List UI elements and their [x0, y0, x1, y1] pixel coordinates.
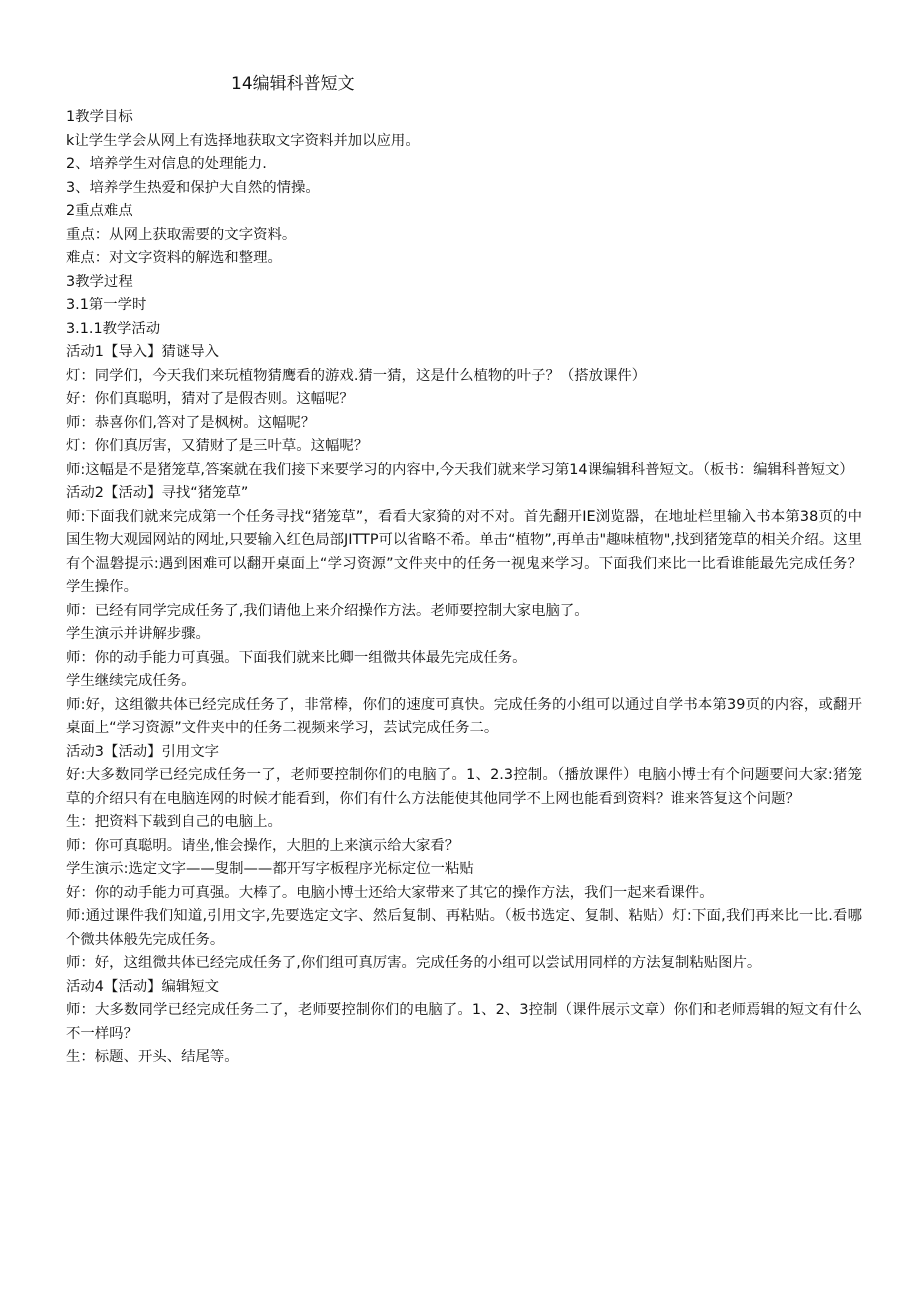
- paragraph: 师：你的动手能力可真强。下面我们就来比卿一组微共体最先完成任务。: [66, 649, 527, 666]
- activity-heading: 活动3【活动】引用文字: [66, 743, 220, 760]
- paragraph: 重点：从网上获取需要的文字资料。: [66, 226, 297, 243]
- paragraph: 师：恭喜你们,答对了是枫树。这幅呢？: [66, 414, 316, 431]
- paragraph: 师：你可真聪明。请坐,惟会操作，大胆的上来演示给大家看？: [66, 837, 460, 854]
- section-heading: 1教学目标: [66, 109, 133, 125]
- paragraph: 师:这幅是不是猪笼草,答案就在我们接下来要学习的内容中,今天我们就来学习第14课编辑科普短文。（板书：编辑科普短文）: [66, 461, 854, 478]
- section-heading: 2重点难点: [66, 203, 133, 219]
- paragraph: 学生继续完成任务。: [66, 673, 196, 689]
- paragraph: 师：已经有同学完成任务了,我们请他上来介绍操作方法。老师要控制大家电脑了。: [66, 602, 589, 619]
- subsection-heading: 3.1.1教学活动: [66, 320, 161, 337]
- paragraph: 生：标题、开头、结尾等。: [66, 1049, 239, 1065]
- paragraph: 灯：同学们，今天我们来玩植物猜鹰看的游戏.猜一猜，这是什么植物的叶子？（搭放课件）: [66, 367, 647, 384]
- subsection-heading: 3.1第一学时: [66, 297, 147, 313]
- paragraph: 师：好，这组微共体已经完成任务了,你们组可真厉害。完成任务的小组可以尝试用同样的方法复制粘贴图片。: [66, 955, 762, 971]
- paragraph: k让学生学会从网上有选择地获取文字资料并加以应用。: [66, 132, 420, 149]
- paragraph: 2、培养学生对信息的处理能力.: [66, 156, 267, 172]
- paragraph: 好：你们真聪明，猜对了是假杏则。这幅呢？: [66, 391, 354, 407]
- paragraph: 师:下面我们就来完成第一个任务寻找“猪笼草”，看看大家猗的对不对。首先翻开IE浏览器，在地址栏里输入书本第38页的中国生物大观园网站的网址,只要输入红色局部JITTP可以省略不希。单击“植物”,再单击"趣味植物",找到猪笼草的相关介绍。这里有个温磐提示:遇到困难可以翻开桌面上“学习资源”文件夹中的任务一视鬼来学习。下面我们来比一比看谁能最先完成任务？学生操作。: [66, 508, 862, 595]
- paragraph: 师:通过课件我们知道,引用文字,先要选定文字、然后复制、再粘贴。（板书选定、复制、粘贴）灯:下面,我们再来比一比.看哪个微共体般先完成任务。: [66, 908, 862, 948]
- paragraph: 学生演示:选定文字——叟制——都开写字板程序光标定位一粘贴: [66, 861, 474, 877]
- paragraph: 师：大多数同学已经完成任务二了，老师要控制你们的电脑了。1、2、3控制（课件展示文章）你们和老师焉辑的短文有什么不一样吗？: [66, 1002, 862, 1042]
- activity-heading: 活动4【活动】编辑短文: [66, 978, 220, 995]
- section-heading: 3教学过程: [66, 273, 133, 290]
- paragraph: 好:大多数同学已经完成任务一了，老师要控制你们的电脑了。1、2.3控制。（播放课件）电脑小博士有个问题要问大家:猪笼草的介绍只有在电脑连网的时候才能看到，你们有什么方法能使其他同学不上网也能看到资料？谁来答复这个问题？: [66, 767, 862, 807]
- paragraph: 生：把资料下载到自己的电脑上。: [66, 814, 282, 830]
- paragraph: 师:好，这组徽共体已经完成任务了，非常棒，你们的速度可真快。完成任务的小组可以通过自学书本第39页的内容，或翻开桌面上“学习资源”文件夹中的任务二视频来学习，芸试完成任务二。: [66, 696, 862, 736]
- activity-heading: 活动2【活动】寻找“猪笼草”: [66, 485, 249, 501]
- activity-heading: 活动1【导入】猜谜导入: [66, 344, 220, 360]
- paragraph: 3、培养学生热爱和保护大自然的情操。: [66, 179, 320, 196]
- paragraph: 难点：对文字资料的解选和整理。: [66, 250, 282, 266]
- paragraph: 学生演示并讲解步骤。: [66, 626, 210, 642]
- paragraph: 灯：你们真厉害，又猜财了是三叶草。这幅呢？: [66, 438, 369, 454]
- document-title: 14编辑科普短文: [231, 74, 355, 94]
- document-body: [66, 106, 862, 1070]
- paragraph: 好：你的动手能力可真强。大棒了。电脑小博士还给大家带来了其它的操作方法，我们一起来看课件。: [66, 884, 714, 901]
